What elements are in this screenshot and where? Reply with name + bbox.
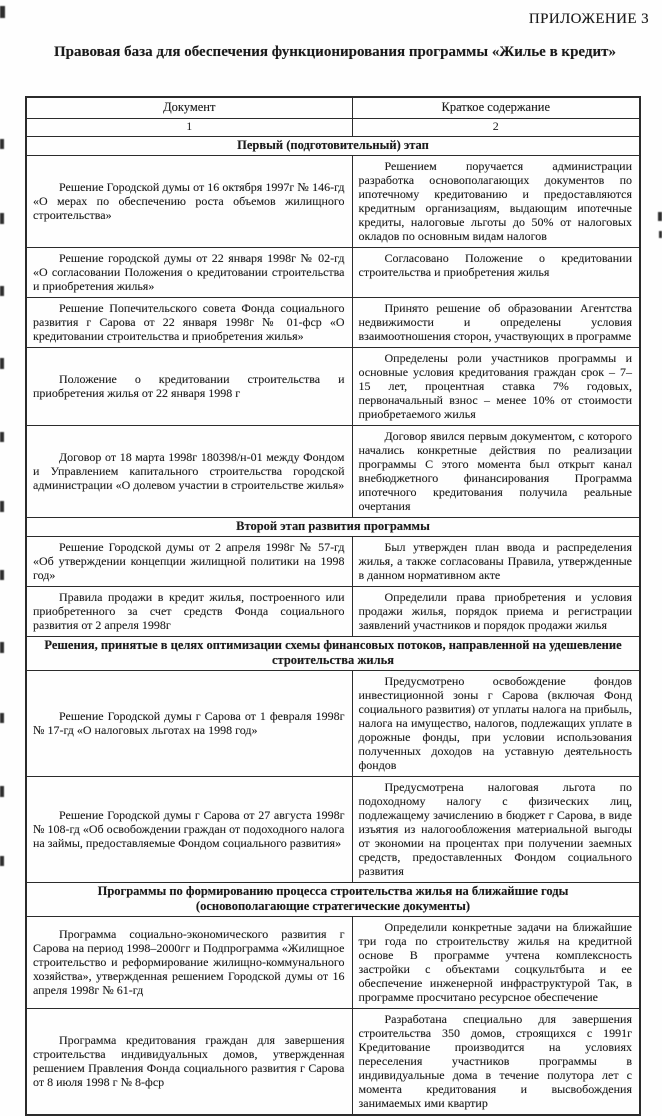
scan-artifact [0, 358, 4, 369]
document-cell [26, 155, 352, 247]
page-title: Правовая база для обеспечения функционирования программы «Жилье в кредит» [54, 44, 616, 60]
table-row [26, 537, 640, 587]
scan-artifact [0, 501, 4, 512]
summary-cell [352, 298, 640, 348]
section-header-row [26, 137, 640, 156]
document-cell [26, 670, 352, 776]
document-cell [26, 916, 352, 1008]
column-number-row [26, 119, 640, 137]
summary-cell [352, 155, 640, 247]
summary-cell [352, 247, 640, 297]
column-header-row [26, 97, 640, 119]
section-title: Решения, принятые в целях оптимизации схемы финансовых потоков, направленной на удешевление строительства жилья [26, 637, 640, 671]
column-header-document: Документ [26, 97, 352, 119]
summary-text: Решением поручается администрации разработка основополагающих документов по ипотечному кредитованию и предоставляются кредитным организациям, выдающим ипотечные кредиты, налоговые льготы до 50% от налоговых окладов по основным видам налогов [358, 158, 632, 243]
summary-text: Принято решение об образовании Агентства недвижимости и определены условия взаимоотношения сторон, участвующих в программе [358, 301, 632, 344]
table-row [26, 916, 640, 1008]
document-text: Решение Городской думы г Сарова от 1 февраля 1998г № 17-гд «О налоговых льготах на 1998 год» [33, 708, 345, 738]
document-text: Решение Городской думы от 16 октября 1997г № 146-гд «О мерах по обеспечению роста объемов жилищного строительства» [33, 179, 345, 222]
table-row [26, 298, 640, 348]
document-cell [26, 587, 352, 637]
scan-artifact [0, 642, 4, 653]
summary-cell [352, 777, 640, 883]
scan-artifact [0, 286, 4, 296]
summary-text: Разработана специально для завершения строительства 350 домов, строящихся с 1991г Кредитование производится на условиях переселения участников программы в индивидуальные дома в течение полутора лет с момента кредитования и высвобождения занимаемых ими квартир [358, 1012, 632, 1111]
scan-artifact [0, 432, 4, 442]
table-row [26, 587, 640, 637]
document-text: Решение городской думы от 22 января 1998г № 02-гд «О согласовании Положения о кредитовании строительства и приобретения жилья» [33, 250, 345, 293]
scan-artifact [0, 6, 5, 18]
column-header-summary: Краткое содержание [352, 97, 640, 119]
document-cell [26, 426, 352, 518]
scan-artifact [0, 139, 4, 149]
section-header-row [26, 883, 640, 917]
scan-artifact [0, 856, 4, 866]
legal-base-table [25, 96, 641, 1116]
document-cell [26, 537, 352, 587]
document-text: Решение Городской думы от 2 апреля 1998г № 57-гд «Об утверждении концепции жилищной политики на 1998 год» [33, 540, 345, 583]
scan-artifact [0, 213, 4, 224]
summary-cell [352, 916, 640, 1008]
document-cell [26, 247, 352, 297]
summary-text: Предусмотрено освобождение фондов инвестиционной зоны г Сарова (включая Фонд социального развития) от уплаты налога на прибыль, налога на имущество, налогов, подлежащих уплате в дорожные фонды, при условии использования полученных доходов на уставную деятельность фондов [358, 673, 632, 773]
column-number-1: 1 [26, 119, 352, 137]
table-row [26, 155, 640, 247]
table-row [26, 247, 640, 297]
summary-text: Определены роли участников программы и основные условия кредитования граждан срок – 7–15 лет, процентная ставка 7% годовых, первоначальный взнос – менее 10% от стоимости приобретаемого жилья [358, 351, 632, 422]
summary-text: Определили конкретные задачи на ближайшие три года по строительству жилья на кредитной основе В программе учтена комплексность застройки с объектами соцкультбыта и ее обеспечение инженерной инфраструктурой Так, в программе просчитано ресурсное обеспечение [358, 919, 632, 1004]
column-number-2: 2 [352, 119, 640, 137]
document-text: Решение Городской думы г Сарова от 27 августа 1998г № 108-гд «Об освобождении граждан от подоходного налога на займы, предоставляемые Фондом социального развития» [33, 808, 345, 851]
summary-text: Предусмотрена налоговая льгота по подоходному налогу с физических лиц, подлежащему зачислению в бюджет г Сарова, в виде изъятия из налогообложения материальной выгоды от экономии на процентах при получении заемных средств, предоставленных Фондом социального развития [358, 780, 632, 879]
section-header-row [26, 637, 640, 671]
document-cell [26, 777, 352, 883]
summary-text: Согласовано Положение о кредитовании строительства и приобретения жилья [358, 250, 632, 279]
summary-cell [352, 587, 640, 637]
scan-artifact [0, 786, 4, 797]
summary-cell [352, 537, 640, 587]
scan-artifact [0, 570, 4, 580]
document-text: Положение о кредитовании строительства и приобретения жилья от 22 января 1998 г [33, 372, 345, 401]
section-title: Первый (подготовительный) этап [26, 137, 640, 156]
scan-artifact [658, 212, 662, 221]
summary-text: Определили права приобретения и условия продажи жилья, порядок приема и регистрации заявлений участников и порядок продажи жилья [358, 590, 632, 633]
summary-text: Был утвержден план ввода и распределения жилья, а также согласованы Правила, утвержденные в данном нормативном акте [358, 540, 632, 583]
table-row [26, 1009, 640, 1116]
summary-cell [352, 348, 640, 426]
document-cell [26, 298, 352, 348]
document-text: Договор от 18 марта 1998г 180398/н-01 между Фондом и Управлением капитального строительства городской администрации «О долевом участии в строительстве жилья» [33, 450, 345, 493]
appendix-label: ПРИЛОЖЕНИЕ 3 [528, 11, 649, 27]
table-row [26, 426, 640, 518]
summary-text: Договор явился первым документом, с которого начались конкретные действия по реализации программы С этого момента был открыт канал внебюджетного финансирования Программа ипотечного кредитования получила реальные очертания [358, 429, 632, 514]
document-text: Решение Попечительского совета Фонда социального развития г Сарова от 22 января 1998г № 01-фср «О кредитовании строительства и приобретения жилья» [33, 301, 345, 344]
document-cell [26, 1009, 352, 1116]
table-row [26, 777, 640, 883]
document-text: Программа социально-экономического развития г Сарова на период 1998–2000гг и Подпрограмма «Жилищное строительство и реформирование жилищно-коммунального хозяйства», утвержденная решением Городской думы от 16 апреля 1998г № 61-гд [33, 926, 345, 997]
summary-cell [352, 670, 640, 776]
section-title: Программы по формированию процесса строительства жилья на ближайшие годы (основополагающие стратегические документы) [26, 883, 640, 917]
document-text: Правила продажи в кредит жилья, построенного или приобретенного за счет средств Фонда социального развития от 2 апреля 1998г [33, 590, 345, 633]
legal-table-body [26, 97, 640, 1115]
table-row [26, 348, 640, 426]
summary-cell [352, 1009, 640, 1116]
table-row [26, 670, 640, 776]
summary-cell [352, 426, 640, 518]
section-header-row [26, 518, 640, 537]
document-cell [26, 348, 352, 426]
scan-artifact [0, 713, 4, 723]
document-text: Программа кредитования граждан для завершения строительства индивидуальных домов, утвержденная решением Правления Фонда социального развития г Сарова от 8 июля 1998 г № 8-фср [33, 1033, 345, 1090]
section-title: Второй этап развития программы [26, 518, 640, 537]
